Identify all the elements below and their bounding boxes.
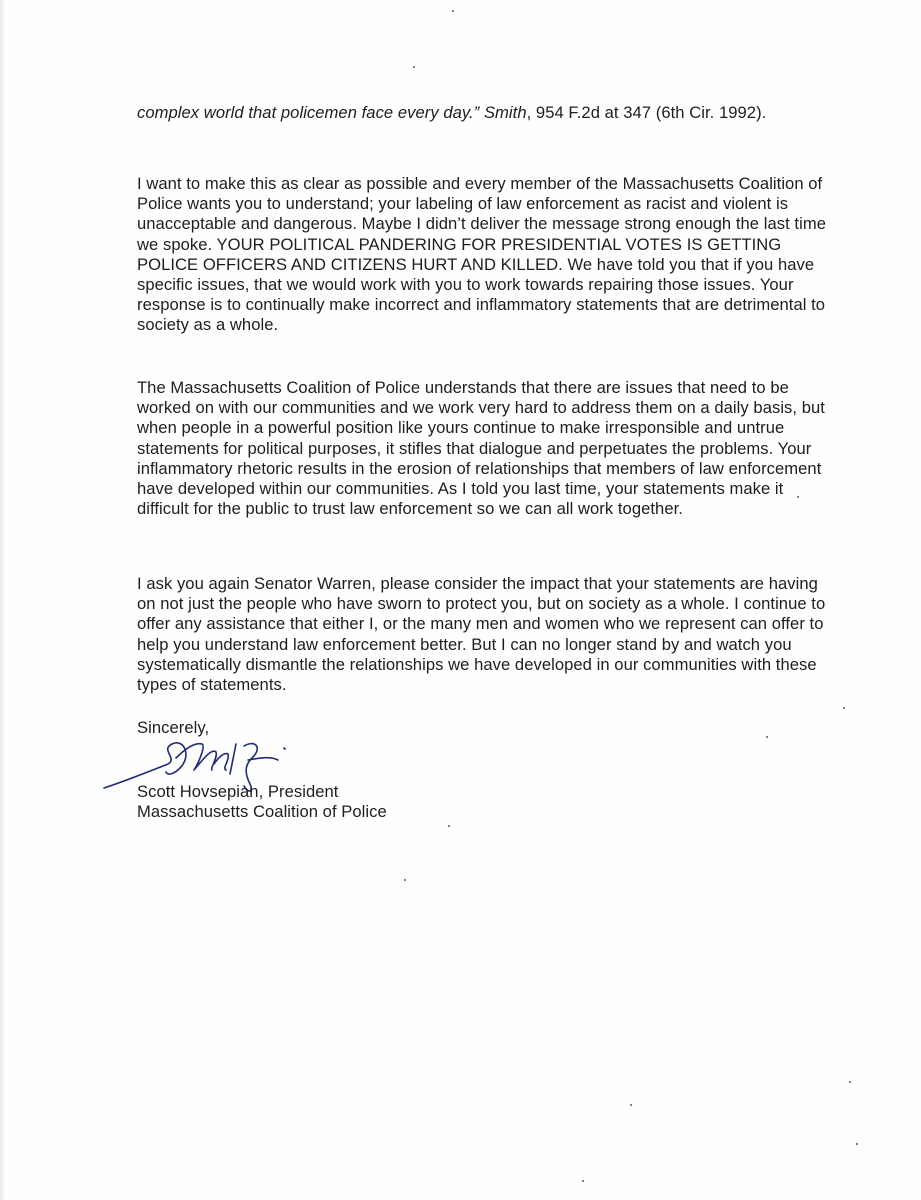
scan-speck xyxy=(404,879,406,881)
scan-speck xyxy=(797,496,799,498)
signer-organization: Massachusetts Coalition of Police xyxy=(137,802,387,821)
scan-speck xyxy=(856,1143,858,1145)
scan-speck xyxy=(630,1104,632,1106)
scan-speck xyxy=(452,10,454,12)
scan-speck xyxy=(766,736,768,738)
signer-name-title: Scott Hovsepian, President xyxy=(137,782,339,801)
scan-speck xyxy=(582,1180,584,1182)
scan-edge-shadow xyxy=(0,0,6,1200)
closing-salutation: Sincerely, xyxy=(137,718,210,737)
paragraph-request xyxy=(137,574,827,695)
citation-reference: , 954 F.2d at 347 (6th Cir. 1992). xyxy=(526,103,767,122)
citation-quote-end: complex world that policemen face every day.” xyxy=(137,103,484,122)
paragraph-warning-caps: YOUR POLITICAL PANDERING FOR PRESIDENTIAL VOTES IS GETTING POLICE OFFICERS AND CITIZENS HURT AND KILLED. xyxy=(137,234,782,274)
paragraph-warning xyxy=(137,174,827,336)
paragraph-warning-text-1: I want to make this as clear as possible and every member of the Massachusetts Coalition of Police wants you to understand; your labeling of law enforcement as racist and violent is unacceptable and dangerous. Maybe I didn’t deliver the message strong enough the last time we spoke. xyxy=(137,174,826,254)
citation-case-name: Smith xyxy=(483,103,527,122)
scan-speck xyxy=(448,825,450,827)
paragraph-citation xyxy=(137,103,827,123)
paragraph-request-text: I ask you again Senator Warren, please consider the impact that your statements are having on not just the people who have sworn to protect you, but on society as a whole. I continue to offer any assistance that either I, or the many men and women who we represent can offer to help you understand law enforcement better. But I can no longer stand by and watch you systematically dismantle the relationships we have developed in our communities with these types of statements. xyxy=(137,574,826,695)
scan-speck xyxy=(849,1081,851,1083)
scan-speck xyxy=(843,707,845,709)
scan-speck xyxy=(413,66,415,68)
paragraph-warning-text-2: We have told you that if you have specific issues, that we would work with you to work towards repairing those issues. Your response is to continually make incorrect and inflammatory statements that are detrimental to society as a whole. xyxy=(137,254,826,335)
paragraph-community xyxy=(137,378,827,519)
paragraph-community-text: The Massachusetts Coalition of Police understands that there are issues that need to be worked on with our communities and we work very hard to address them on a daily basis, but when people in a powerful position like yours continue to make irresponsible and untrue statements for political purposes, it stifles that dialogue and perpetuates the problems. Your inflammatory rhetoric results in the erosion of relationships that members of law enforcement have developed within our communities. As I told you last time, your statements make it difficult for the public to trust law enforcement so we can all work together. xyxy=(137,378,825,519)
